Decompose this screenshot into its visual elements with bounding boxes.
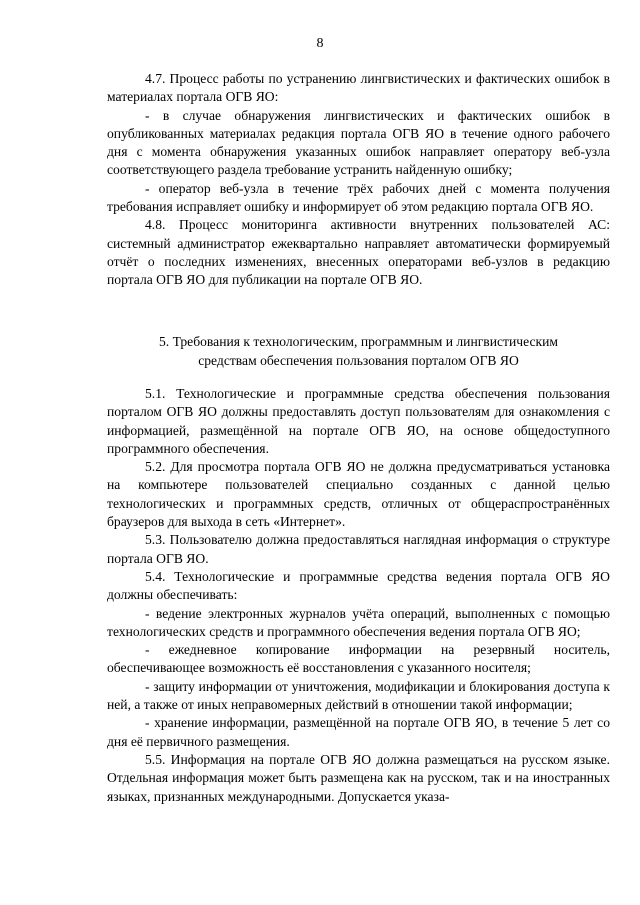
paragraph-4-7-item-1: - в случае обнаружения лингвистических и фактических ошибок в опубликованных материалах редакция портала ОГВ ЯО в течение одного рабочего дня с момента обнаружения указанных ошибок направляет оператору веб-узла соответствующего раздела требование устранить найденную ошибку; bbox=[107, 107, 610, 178]
paragraph-5-4: 5.4. Технологические и программные средства ведения портала ОГВ ЯО должны обеспечивать: bbox=[107, 568, 610, 603]
section-5-heading-line-1: 5. Требования к технологическим, программным и лингвистическим bbox=[159, 334, 558, 349]
paragraph-5-4-item-1: - ведение электронных журналов учёта операций, выполненных с помощью технологических средств и программного обеспечения ведения портала ОГВ ЯО; bbox=[107, 605, 610, 639]
paragraph-5-1: 5.1. Технологические и программные средства обеспечения пользования порталом ОГВ ЯО должны предоставлять доступ пользователям для ознакомления с информацией, размещённой на портале ОГВ ЯО, на основе общедоступного программного обеспечения. bbox=[107, 386, 610, 456]
section-4-continuation bbox=[107, 70, 610, 290]
paragraph-5-2: 5.2. Для просмотра портала ОГВ ЯО не должна предусматриваться установка на компьютере пользователей специально созданных с данной целью технологических и программных средств, отличных от общераспространённых браузеров для выхода в сеть «Интернет». bbox=[107, 459, 610, 530]
section-5-heading-line-2: средствам обеспечения пользования порталом ОГВ ЯО bbox=[198, 352, 519, 368]
section-5-heading bbox=[107, 333, 610, 370]
paragraph-5-4-item-2: - ежедневное копирование информации на резервный носитель, обеспечивающее возможность её восстановления с указанного носителя; bbox=[107, 642, 610, 676]
paragraph-4-7-item-2: - оператор веб-узла в течение трёх рабочих дней с момента получения требования исправляет ошибку и информирует об этом редакцию портала ОГВ ЯО. bbox=[107, 180, 610, 215]
paragraph-5-4-item-4: - хранение информации, размещённой на портале ОГВ ЯО, в течение 5 лет со дня её первичного размещения. bbox=[107, 715, 610, 749]
paragraph-5-4-item-3: - защиту информации от уничтожения, модификации и блокирования доступа к ней, а также от иных неправомерных действий в отношении такой информации; bbox=[107, 678, 610, 713]
paragraph-5-3: 5.3. Пользователю должна предоставляться наглядная информация о структуре портала ОГВ ЯО. bbox=[107, 532, 610, 566]
paragraph-4-7: 4.7. Процесс работы по устранению лингвистических и фактических ошибок в материалах портала ОГВ ЯО: bbox=[107, 71, 610, 105]
page-number: 8 bbox=[316, 36, 324, 51]
paragraph-4-8: 4.8. Процесс мониторинга активности внутренних пользователей АС: системный администратор ежеквартально направляет автоматически формируемый отчёт о последних изменениях, внесенных операторами веб-узлов в редакцию портала ОГВ ЯО для публикации на портале ОГВ ЯО. bbox=[107, 217, 610, 288]
section-5-body bbox=[107, 385, 610, 806]
paragraph-5-5: 5.5. Информация на портале ОГВ ЯО должна размещаться на русском языке. Отдельная информация может быть размещена как на русском, так и на иностранных языках, признанных международными. Допускается указа- bbox=[107, 751, 610, 804]
